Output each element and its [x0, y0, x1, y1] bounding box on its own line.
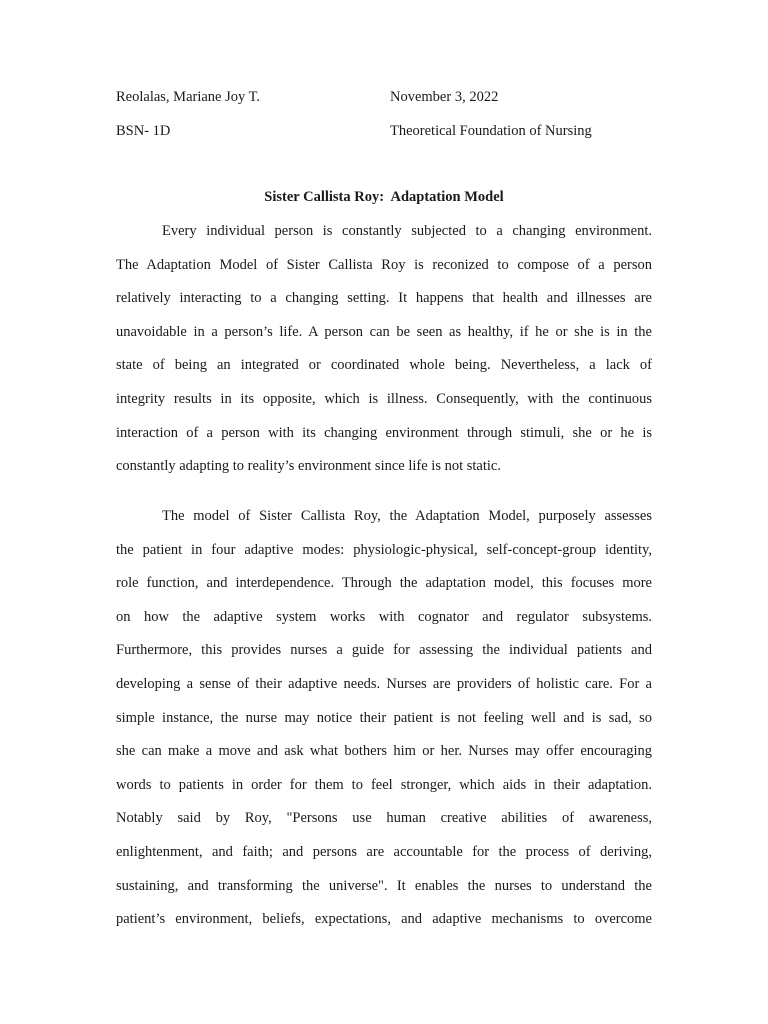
paragraph-line: on how the adaptive system works with cognator and regulator subsystems. [116, 608, 652, 625]
paragraph-line: developing a sense of their adaptive needs. Nurses are providers of holistic care. For a [116, 675, 652, 692]
paragraph-line: enlightenment, and faith; and persons are accountable for the process of deriving, [116, 843, 652, 860]
paragraph-2 [116, 506, 652, 943]
paragraph-line: The model of Sister Callista Roy, the Adaptation Model, purposely assesses [162, 508, 652, 524]
paragraph-line: Furthermore, this provides nurses a guide for assessing the individual patients and [116, 642, 652, 659]
paragraph-line: Notably said by Roy, "Persons use human creative abilities of awareness, [116, 810, 652, 827]
paragraph-1 [116, 221, 652, 490]
paragraph-line: integrity results in its opposite, which is illness. Consequently, with the continuous [116, 390, 652, 407]
paragraph-line: simple instance, the nurse may notice their patient is not feeling well and is sad, so [116, 709, 652, 726]
paragraph-line: constantly adapting to reality’s environment since life is not static. [116, 458, 501, 475]
header-row-1 [116, 87, 499, 107]
paragraph-line: role function, and interdependence. Through the adaptation model, this focuses more [116, 575, 652, 592]
class-section: BSN- 1D [116, 123, 171, 139]
paragraph-line: words to patients in order for them to feel stronger, which aids in their adaptation. [116, 776, 652, 793]
student-name: Reolalas, Mariane Joy T. [116, 89, 261, 105]
paragraph-line: The Adaptation Model of Sister Callista Roy is reconized to compose of a person [116, 256, 652, 273]
document-title: Sister Callista Roy: Adaptation Model [264, 189, 504, 205]
course-name: Theoretical Foundation of Nursing [390, 123, 592, 139]
paragraph-line: sustaining, and transforming the universe". It enables the nurses to understand the [116, 877, 652, 894]
paragraph-line: unavoidable in a person’s life. A person can be seen as healthy, if he or she is in the [116, 323, 652, 340]
paragraph-line: she can make a move and ask what bothers him or her. Nurses may offer encouraging [116, 743, 652, 760]
paragraph-line: state of being an integrated or coordinated whole being. Nevertheless, a lack of [116, 357, 652, 374]
paragraph-line: Every individual person is constantly subjected to a changing environment. [162, 223, 652, 239]
paragraph-line: patient’s environment, beliefs, expectations, and adaptive mechanisms to overcome [116, 911, 652, 928]
paragraph-line: interaction of a person with its changing environment through stimuli, she or he is [116, 424, 652, 441]
paragraph-line: relatively interacting to a changing setting. It happens that health and illnesses are [116, 290, 652, 307]
document-date: November 3, 2022 [390, 89, 499, 105]
header-row-2 [116, 121, 592, 141]
paragraph-line: the patient in four adaptive modes: physiologic-physical, self-concept-group identity, [116, 541, 652, 558]
